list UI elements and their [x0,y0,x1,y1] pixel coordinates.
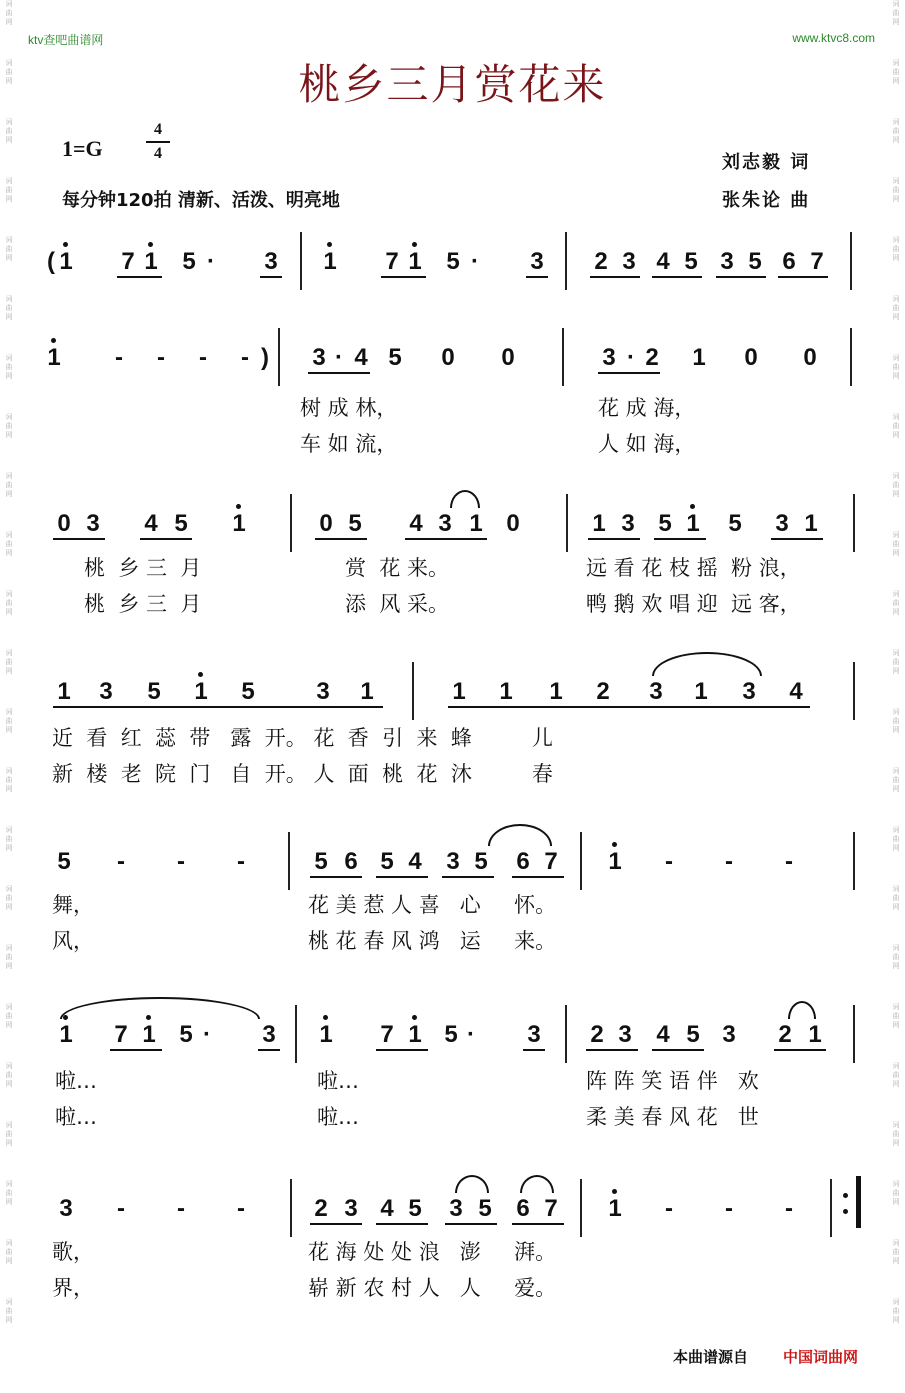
octave-dot [51,338,56,343]
watermark-text: 词 曲 网 [892,1121,900,1147]
underline-beam [310,876,362,878]
jianpu-note: 5 [478,1195,492,1222]
jianpu-note: 1 [140,250,162,274]
jianpu-note: 3 [775,510,789,537]
tie-arc [60,997,260,1019]
underline-beam [310,1223,362,1225]
underline-beam [376,876,428,878]
site-link-left[interactable]: ktv查吧曲谱网 [28,33,104,47]
composer-credit: 张朱论 曲 [722,190,811,211]
source-label: 本曲谱源自 [673,1348,749,1366]
jianpu-note: ( [47,248,55,275]
jianpu-note: 5 [380,848,394,875]
jianpu-note: 5 [241,678,255,705]
barline [300,232,302,290]
barline [853,494,855,552]
tie-arc [788,1001,816,1019]
jianpu-note: · [335,344,343,371]
jianpu-note: 2 [778,1021,792,1048]
watermark-text: 词 曲 网 [892,1239,900,1265]
jianpu-note: - [157,344,165,371]
jianpu-note: 4 [144,510,158,537]
lyric-line: 舞， [52,893,94,917]
watermark-text: 词 曲 网 [5,1239,13,1265]
jianpu-note: 3 [264,248,278,275]
repeat-dot [843,1193,848,1198]
jianpu-note: 3 [649,678,663,705]
jianpu-note: 5 [182,248,196,275]
jianpu-note: 0 [744,344,758,371]
watermark-text: 词 曲 网 [5,236,13,262]
lyric-line: 鸭 鹅 欢 唱 迎 远 客， [586,592,801,616]
jianpu-note: 4 [354,344,368,371]
underline-beam [315,538,367,540]
barline [562,328,564,386]
underline-beam [588,538,640,540]
lyric-line: 树 成 林， [300,396,398,420]
jianpu-note: 3 [602,344,616,371]
underline-beam [117,276,162,278]
jianpu-note: 1 [55,250,77,274]
jianpu-note: 2 [645,344,659,371]
tie-arc [520,1175,554,1193]
underline-beam [140,538,192,540]
jianpu-note: 4 [408,848,422,875]
jianpu-note: 1 [808,1021,822,1048]
jianpu-note: 3 [312,344,326,371]
underline-beam [586,1049,638,1051]
jianpu-note: 5 [179,1021,193,1048]
watermark-text: 词 曲 网 [892,1180,900,1206]
jianpu-note: 4 [380,1195,394,1222]
underline-beam [308,372,370,374]
barline [565,232,567,290]
watermark-text: 词 曲 网 [5,0,13,26]
octave-dot [612,1189,617,1194]
jianpu-note: 5 [658,510,672,537]
jianpu-note: 5 [684,248,698,275]
jianpu-note: 0 [506,510,520,537]
lyric-line: 啦… [317,1069,359,1093]
jianpu-note: 3 [449,1195,463,1222]
jianpu-note: · [471,248,479,275]
barline [290,494,292,552]
watermark-text: 词 曲 网 [5,1298,13,1324]
lyric-line: 赏 花 来。 [345,556,450,580]
jianpu-note: 0 [501,344,515,371]
lyric-line: 人 如 海， [598,432,696,456]
time-bottom: 4 [154,145,162,162]
octave-dot [148,242,153,247]
barline [853,662,855,720]
jianpu-note: 6 [344,848,358,875]
site-link-right[interactable]: www.ktvc8.com [792,31,875,45]
watermark-text: 词 曲 网 [5,177,13,203]
jianpu-note: 6 [516,1195,530,1222]
jianpu-note: 1 [55,1023,77,1047]
watermark-text: 词 曲 网 [892,118,900,144]
jianpu-note: 1 [138,1023,160,1047]
watermark-text: 词 曲 网 [892,531,900,557]
underline-beam [526,276,548,278]
watermark-text: 词 曲 网 [5,354,13,380]
jianpu-note: - [117,1195,125,1222]
underline-beam [598,372,660,374]
jianpu-note: 1 [360,678,374,705]
jianpu-note: - [785,1195,793,1222]
jianpu-note: 1 [404,250,426,274]
watermark-text: 词 曲 网 [5,1180,13,1206]
watermark-text: 词 曲 网 [892,708,900,734]
barline [853,832,855,890]
song-title: 桃乡三月赏花来 [298,60,607,109]
jianpu-note: - [665,848,673,875]
jianpu-note: 1 [190,680,212,704]
time-top: 4 [154,121,162,138]
lyric-line: 桃 乡 三 月 [84,556,202,580]
underline-beam [778,276,828,278]
jianpu-note: 1 [315,1023,337,1047]
lyric-line: 界， [52,1276,94,1300]
underline-beam [771,538,823,540]
underline-beam [654,538,706,540]
barline [850,232,852,290]
barline [290,1179,292,1237]
jianpu-note: 1 [452,678,466,705]
lyric-line: 啦… [55,1105,97,1129]
underline-beam [376,1223,428,1225]
watermark-text: 词 曲 网 [892,1062,900,1088]
jianpu-note: 5 [174,510,188,537]
jianpu-note: · [627,344,635,371]
jianpu-note: - [241,344,249,371]
tempo-marking: 每分钟120拍 清新、活泼、明亮地 [62,190,340,211]
lyric-line: 远 看 花 枝 摇 粉 浪， [586,556,801,580]
watermark-text: 词 曲 网 [5,767,13,793]
watermark-text: 词 曲 网 [892,944,900,970]
watermark-text: 词 曲 网 [892,354,900,380]
jianpu-note: 1 [319,250,341,274]
octave-dot [412,1015,417,1020]
watermark-text: 词 曲 网 [5,413,13,439]
octave-dot [327,242,332,247]
underline-beam [258,1049,280,1051]
watermark-text: 词 曲 网 [892,590,900,616]
underline-beam [652,276,702,278]
barline [288,832,290,890]
jianpu-note: 5 [748,248,762,275]
jianpu-note: 5 [444,1021,458,1048]
watermark-text: 词 曲 网 [892,295,900,321]
barline [566,494,568,552]
watermark-text: 词 曲 网 [5,1121,13,1147]
underline-beam [442,876,494,878]
underline-beam [590,276,640,278]
jianpu-note: 7 [810,248,824,275]
lyric-line: 啦… [55,1069,97,1093]
watermark-text: 词 曲 网 [892,885,900,911]
jianpu-note: 4 [409,510,423,537]
jianpu-note: 5 [314,848,328,875]
jianpu-note: - [665,1195,673,1222]
jianpu-note: 3 [621,510,635,537]
watermark-text: 词 曲 网 [5,531,13,557]
jianpu-note: - [199,344,207,371]
jianpu-note: - [237,1195,245,1222]
jianpu-note: 3 [262,1021,276,1048]
jianpu-note: · [207,248,215,275]
underline-beam [716,276,766,278]
watermark-text: 词 曲 网 [892,413,900,439]
jianpu-note: 3 [618,1021,632,1048]
jianpu-note: - [725,1195,733,1222]
time-signature [146,120,170,164]
underline-beam [512,876,564,878]
jianpu-note: 1 [804,510,818,537]
jianpu-note: · [467,1021,475,1048]
jianpu-note: 1 [604,850,626,874]
lyric-line: 花 海 处 处 浪 澎 湃。 [308,1240,557,1264]
jianpu-note: 6 [782,248,796,275]
watermark-text: 词 曲 网 [892,0,900,26]
jianpu-note: 1 [682,512,704,536]
source-site-link[interactable]: 中国词曲网 [783,1348,859,1366]
underline-beam [512,1223,564,1225]
tie-arc [450,490,480,508]
jianpu-note: 4 [656,248,670,275]
jianpu-note: - [725,848,733,875]
jianpu-note: 3 [344,1195,358,1222]
jianpu-note: · [203,1021,211,1048]
jianpu-note: 3 [438,510,452,537]
lyric-line: 阵 阵 笑 语 伴 欢 [586,1069,759,1093]
barline [565,1005,567,1063]
barline [278,328,280,386]
octave-dot [690,504,695,509]
jianpu-note: - [117,848,125,875]
jianpu-note: 0 [441,344,455,371]
octave-dot [63,242,68,247]
barline [295,1005,297,1063]
jianpu-note: 5 [147,678,161,705]
watermark-text: 词 曲 网 [892,59,900,85]
watermark-text: 词 曲 网 [892,236,900,262]
octave-dot [236,504,241,509]
jianpu-note: 1 [694,678,708,705]
octave-dot [612,842,617,847]
jianpu-note: 3 [446,848,460,875]
jianpu-note: 0 [803,344,817,371]
barline [580,1179,582,1237]
jianpu-note: 5 [686,1021,700,1048]
watermark-text: 词 曲 网 [5,1003,13,1029]
jianpu-note: 4 [789,678,803,705]
watermark-text: 词 曲 网 [5,885,13,911]
barline [853,1005,855,1063]
watermark-text: 词 曲 网 [5,1062,13,1088]
lyric-line: 花 成 海， [598,396,696,420]
watermark-text: 词 曲 网 [5,590,13,616]
octave-dot [323,1015,328,1020]
lyric-line: 车 如 流， [300,432,398,456]
barline [850,328,852,386]
jianpu-note: 3 [742,678,756,705]
right-watermark-strip [887,0,905,1393]
jianpu-note: 3 [722,1021,736,1048]
underline-beam [53,538,105,540]
jianpu-note: - [785,848,793,875]
jianpu-note: 7 [544,848,558,875]
jianpu-note: 1 [228,512,250,536]
underline-beam [405,538,487,540]
barline [830,1179,832,1237]
lyricist-credit: 刘志毅 词 [722,152,811,173]
jianpu-note: 5 [388,344,402,371]
jianpu-note: ) [261,344,269,371]
jianpu-note: 1 [604,1197,626,1221]
jianpu-note: 3 [527,1021,541,1048]
jianpu-note: 7 [385,248,399,275]
tie-arc [652,652,762,676]
lyric-line: 花 美 惹 人 喜 心 怀。 [308,893,557,917]
jianpu-note: 1 [692,344,706,371]
jianpu-note: 5 [474,848,488,875]
underline-beam [381,276,426,278]
watermark-text: 词 曲 网 [5,59,13,85]
jianpu-note: 7 [121,248,135,275]
jianpu-note: - [237,848,245,875]
jianpu-note: 5 [57,848,71,875]
underline-beam [260,276,282,278]
barline [580,832,582,890]
tie-arc [488,824,552,846]
octave-dot [198,672,203,677]
jianpu-note: 5 [446,248,460,275]
jianpu-note: 1 [469,510,483,537]
jianpu-note: 5 [408,1195,422,1222]
watermark-text: 词 曲 网 [5,826,13,852]
lyric-line: 风， [52,929,94,953]
jianpu-note: 3 [622,248,636,275]
watermark-text: 词 曲 网 [892,649,900,675]
underline-beam [53,706,383,708]
underline-beam [110,1049,162,1051]
jianpu-note: 2 [596,678,610,705]
jianpu-note: 5 [348,510,362,537]
lyric-line: 桃 乡 三 月 [84,592,202,616]
jianpu-note: 1 [499,678,513,705]
lyric-line: 桃 花 春 风 鸿 运 来。 [308,929,557,953]
watermark-text: 词 曲 网 [5,708,13,734]
watermark-text: 词 曲 网 [5,295,13,321]
tie-arc [455,1175,489,1193]
watermark-text: 词 曲 网 [5,472,13,498]
lyric-line: 近 看 红 蕊 带 露 开。 花 香 引 来 蜂 儿 [52,726,553,750]
jianpu-note: - [177,1195,185,1222]
jianpu-note: 3 [99,678,113,705]
jianpu-note: 0 [319,510,333,537]
jianpu-note: 3 [59,1195,73,1222]
jianpu-note: 1 [549,678,563,705]
jianpu-note: 7 [544,1195,558,1222]
watermark-text: 词 曲 网 [892,177,900,203]
watermark-text: 词 曲 网 [892,472,900,498]
jianpu-note: 7 [380,1021,394,1048]
lyric-line: 柔 美 春 风 花 世 [586,1105,759,1129]
jianpu-note: 7 [114,1021,128,1048]
watermark-text: 词 曲 网 [892,826,900,852]
underline-beam [448,706,810,708]
jianpu-note: 3 [530,248,544,275]
jianpu-note: 1 [43,346,65,370]
jianpu-note: 3 [720,248,734,275]
jianpu-note: - [115,344,123,371]
barline [412,662,414,720]
underline-beam [445,1223,497,1225]
underline-beam [774,1049,826,1051]
underline-beam [376,1049,428,1051]
watermark-text: 词 曲 网 [892,1298,900,1324]
lyric-line: 新 楼 老 院 门 自 开。 人 面 桃 花 沐 春 [52,762,553,786]
underline-beam [652,1049,704,1051]
left-watermark-strip [0,0,18,1393]
jianpu-note: 5 [728,510,742,537]
jianpu-note: - [177,848,185,875]
jianpu-note: 1 [592,510,606,537]
watermark-text: 词 曲 网 [5,649,13,675]
jianpu-note: 2 [594,248,608,275]
jianpu-note: 1 [404,1023,426,1047]
lyric-line: 歌， [52,1240,94,1264]
octave-dot [412,242,417,247]
jianpu-note: 6 [516,848,530,875]
watermark-text: 词 曲 网 [5,944,13,970]
lyric-line: 崭 新 农 村 人 人 爱。 [308,1276,557,1300]
watermark-text: 词 曲 网 [892,1003,900,1029]
jianpu-note: 4 [656,1021,670,1048]
lyric-line: 啦… [317,1105,359,1129]
jianpu-note: 2 [314,1195,328,1222]
jianpu-note: 3 [86,510,100,537]
final-barline [856,1176,861,1228]
underline-beam [523,1049,545,1051]
key-signature: 1=G [62,136,103,161]
repeat-dot [843,1209,848,1214]
jianpu-note: 2 [590,1021,604,1048]
jianpu-note: 0 [57,510,71,537]
lyric-line: 添 风 采。 [345,592,450,616]
watermark-text: 词 曲 网 [5,118,13,144]
jianpu-note: 1 [57,678,71,705]
watermark-text: 词 曲 网 [892,767,900,793]
jianpu-note: 3 [316,678,330,705]
